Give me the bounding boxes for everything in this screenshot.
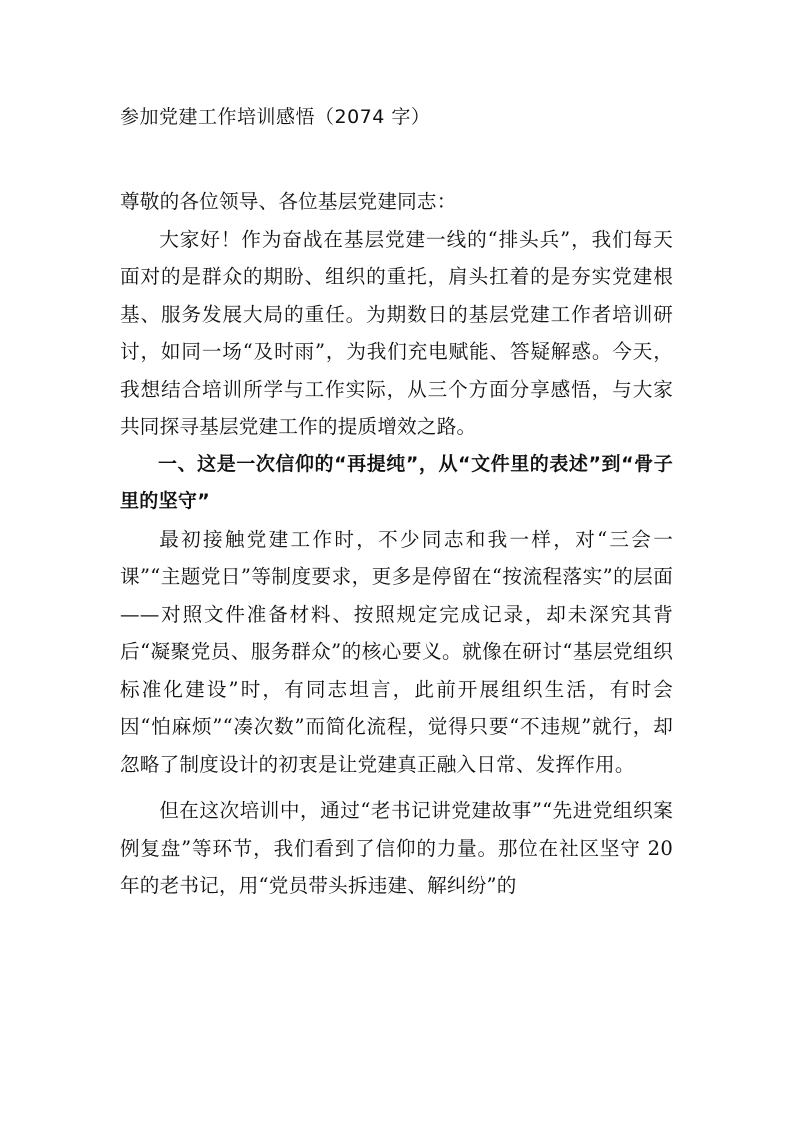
intro-paragraph: 大家好！作为奋战在基层党建一线的“排头兵”，我们每天面对的是群众的期盼、组织的重托，肩头扛着的是夯实党建根基、服务发展大局的重任。为期数日的基层党建工作者培训研讨，如同一场“及时雨”，为我们充电赋能、答疑解惑。今天，我想结合培训所学与工作实际，从三个方面分享感悟，与大家共同探寻基层党建工作的提质增效之路。 xyxy=(120,227,673,438)
document-title: 参加党建工作培训感悟（2074 字） xyxy=(120,106,431,128)
section-heading: 一、这是一次信仰的“再提纯”，从“文件里的表述”到“骨子里的坚守” xyxy=(120,452,673,512)
salutation: 尊敬的各位领导、各位基层党建同志： xyxy=(120,190,457,213)
section-paragraph: 但在这次培训中，通过“老书记讲党建故事”“先进党组织案例复盘”等环节，我们看到了信仰的力量。那位在社区坚守 20 年的老书记，用“党员带头拆违建、解纠纷”的 xyxy=(120,799,673,897)
document-body xyxy=(120,183,673,905)
section-paragraph: 最初接触党建工作时，不少同志和我一样，对“三会一课”“主题党日”等制度要求，更多是停留在“按流程落实”的层面——对照文件准备材料、按照规定完成记录，却未深究其背后“凝聚党员、服务群众”的核心要义。就像在研讨“基层党组织标准化建设”时，有同志坦言，此前开展组织生活，有时会因“怕麻烦”“凑次数”而简化流程，觉得只要“不违规”就行，却忽略了制度设计的初衷是让党建真正融入日常、发挥作用。 xyxy=(120,527,673,776)
